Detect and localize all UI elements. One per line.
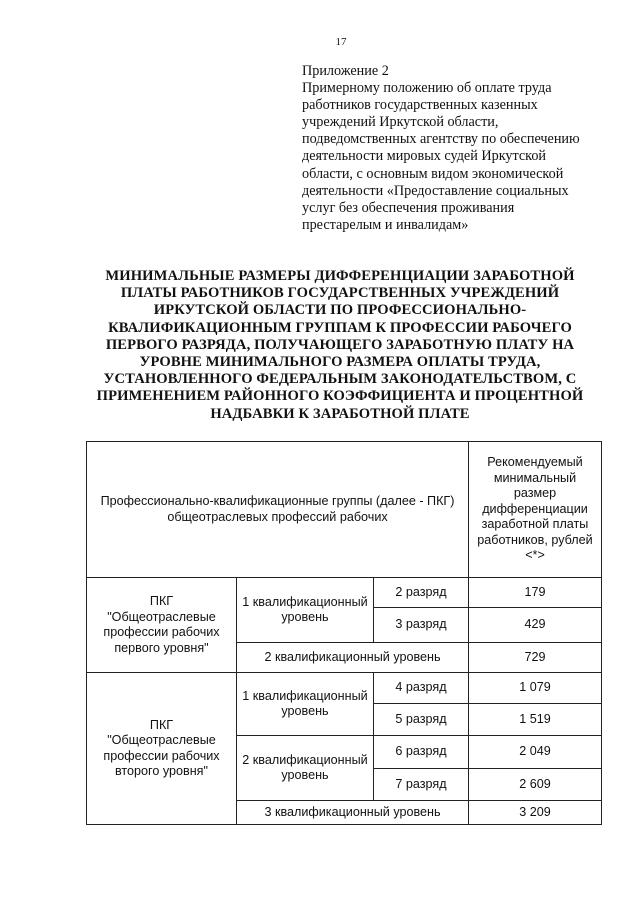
header-groups: Профессионально-квалификационные группы (далее - ПКГ) общеотраслевых профессий рабочих (87, 442, 469, 578)
qual-level-cell: 3 квалификационный уровень (237, 801, 469, 825)
rate-value: 3 209 (469, 801, 602, 825)
header-rate: Рекомендуемый минимальный размер дифференциации заработной платы работников, рублей <*> (469, 442, 602, 578)
rate-value: 1 519 (469, 704, 602, 736)
appendix-line: деятельности мировых судей Иркутской (302, 148, 547, 165)
table-row (87, 673, 602, 704)
rate-value: 2 609 (469, 769, 602, 801)
table-row (87, 578, 602, 608)
rate-value: 2 049 (469, 736, 602, 769)
appendix-line: работников государственных казенных (302, 97, 538, 114)
qual-level-cell: 1 квалификационный уровень (237, 578, 374, 643)
rate-value: 729 (469, 643, 602, 673)
grade-cell: 6 разряд (374, 736, 469, 769)
rate-value: 1 079 (469, 673, 602, 704)
salary-table (86, 441, 602, 825)
title-line: МИНИМАЛЬНЫЕ РАЗМЕРЫ ДИФФЕРЕНЦИАЦИИ ЗАРАБОТНОЙ (105, 268, 575, 284)
title-line: ПЕРВОГО РАЗРЯДА, ПОЛУЧАЮЩЕГО ЗАРАБОТНУЮ ПЛАТУ НА (105, 336, 575, 353)
grade-cell: 3 разряд (374, 608, 469, 643)
appendix-line: области, с основным видом экономической (302, 165, 564, 182)
grade-cell: 5 разряд (374, 704, 469, 736)
appendix-line: деятельности «Предоставление социальных (302, 182, 569, 199)
rate-value: 179 (469, 578, 602, 608)
title-line: НАДБАВКИ К ЗАРАБОТНОЙ ПЛАТЕ (210, 405, 470, 422)
title-line: ПРИМЕНЕНИЕМ РАЙОННОГО КОЭФФИЦИЕНТА И ПРОЦЕНТНОЙ (96, 388, 584, 405)
title-line: ПЛАТЫ РАБОТНИКОВ ГОСУДАРСТВЕННЫХ УЧРЕЖДЕНИЙ (120, 285, 560, 302)
appendix-line: подведомственных агентству по обеспечению (302, 131, 580, 148)
appendix-note (302, 63, 602, 234)
pkg-first-level-name: ПКГ "Общеотраслевые профессии рабочих первого уровня" (87, 578, 237, 673)
appendix-line: Примерному положению об оплате труда (302, 80, 552, 97)
grade-cell: 2 разряд (374, 578, 469, 608)
rate-value: 429 (469, 608, 602, 643)
document-title (80, 268, 600, 423)
qual-level-cell: 2 квалификационный уровень (237, 736, 374, 801)
appendix-line: престарелым и инвалидам» (302, 216, 469, 233)
grade-cell: 7 разряд (374, 769, 469, 801)
pkg-second-level-name: ПКГ "Общеотраслевые профессии рабочих второго уровня" (87, 673, 237, 825)
appendix-line: услуг без обеспечения проживания (302, 199, 515, 216)
page-number: 17 (335, 36, 347, 48)
title-line: КВАЛИФИКАЦИОННЫМ ГРУППАМ К ПРОФЕССИИ РАБОЧЕГО (108, 319, 572, 336)
grade-cell: 4 разряд (374, 673, 469, 704)
qual-level-cell: 1 квалификационный уровень (237, 673, 374, 736)
table-header-row (87, 442, 602, 578)
title-line: ИРКУТСКОЙ ОБЛАСТИ ПО ПРОФЕССИОНАЛЬНО- (153, 302, 527, 319)
qual-level-cell: 2 квалификационный уровень (237, 643, 469, 673)
appendix-line: Приложение 2 (302, 63, 389, 79)
title-line: УРОВНЕ МИНИМАЛЬНОГО РАЗМЕРА ОПЛАТЫ ТРУДА, (139, 354, 541, 371)
appendix-line: учреждений Иркутской области, (302, 114, 499, 131)
title-line: УСТАНОВЛЕННОГО ФЕДЕРАЛЬНЫМ ЗАКОНОДАТЕЛЬСТВОМ, С (103, 371, 577, 388)
